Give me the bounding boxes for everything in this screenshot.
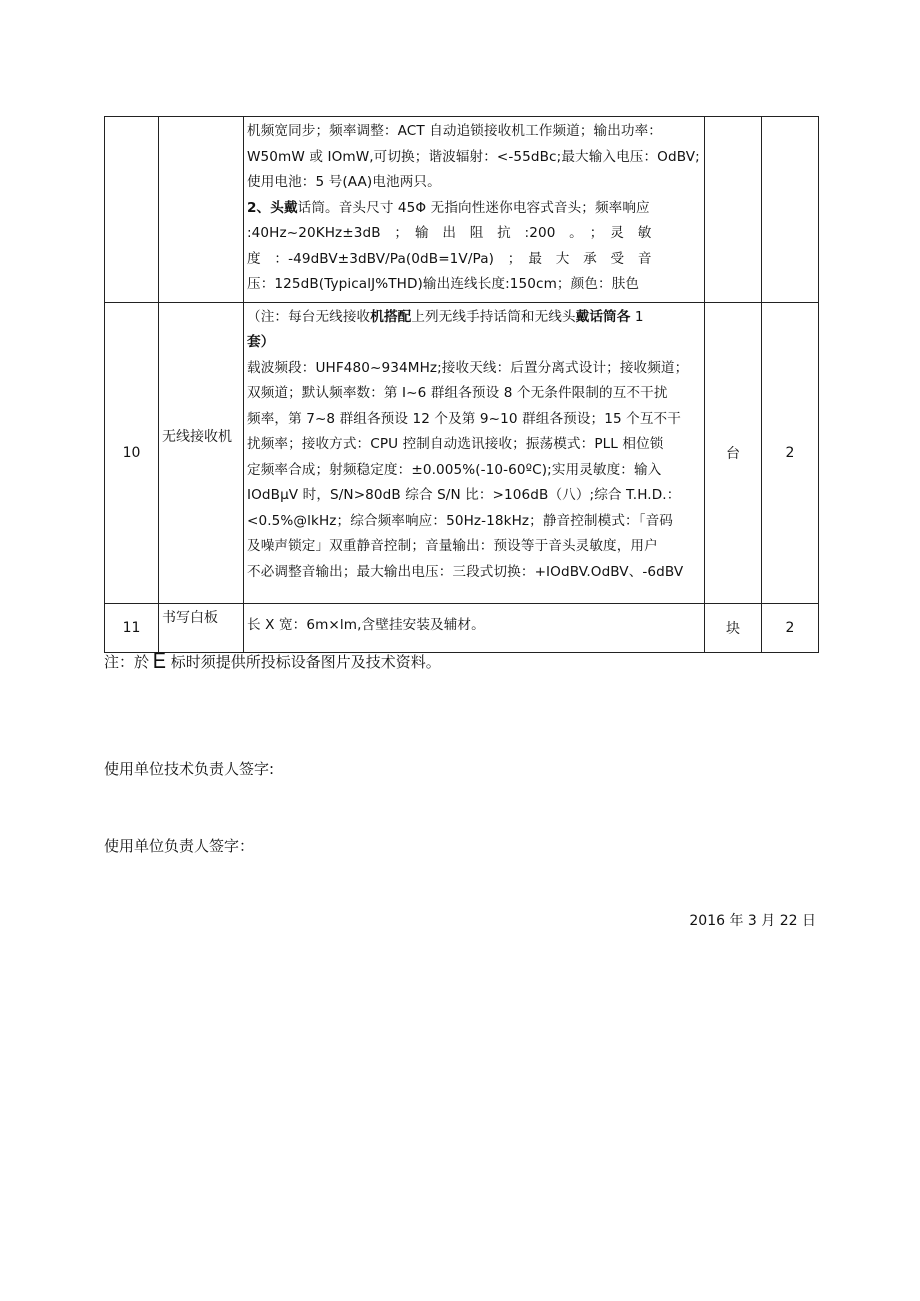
document-date: 2016 年 3 月 22 日 (689, 913, 816, 929)
item-name: 书写白板 (159, 603, 244, 652)
bid-note (104, 650, 441, 672)
spec-text: 上列无线手持话筒和无线头 (411, 308, 576, 325)
unit-cell (705, 117, 762, 303)
spec-text: 2、 (247, 199, 271, 216)
spec-line (247, 509, 702, 535)
spec-text: 戴话筒各 (575, 308, 631, 325)
table-row (105, 117, 819, 303)
table-row (105, 302, 819, 603)
spec-text: 话筒。音头尺寸 45Φ 无指向性迷你电容式音头；频率响应 (297, 199, 650, 216)
tech-lead-signature-label: 使用单位技术负责人签字: (104, 760, 275, 778)
spec-line (247, 196, 702, 222)
spec-text: IOdBμV 时，S/N>80dB 综合 S/N 比：>106dB（八）;综合 T.H.D.： (247, 487, 681, 503)
quantity-cell: 2 (762, 302, 819, 603)
spec-line (247, 356, 702, 382)
spec-text: 长 X 宽：6m×lm,含壁挂安装及辅材。 (247, 616, 485, 633)
spec-line (247, 272, 702, 298)
spec-line (247, 483, 702, 509)
spec-text: 载波频段：UHF480~934MHz;接收天线：后置分离式设计；接收频道； (247, 359, 689, 376)
note-prefix: 注：於 (104, 652, 150, 671)
spec-text: 机搭配 (370, 308, 412, 325)
spec-text: 扰频率；接收方式：CPU 控制自动选讯接收；振荡模式：PLL 相位锁 (247, 436, 664, 452)
spec-text: 头戴 (270, 199, 298, 216)
spec-text: 双频道；默认频率数：第 I~6 群组各预设 8 个无条件限制的互不干扰 (247, 385, 668, 401)
spec-text: 压：125dB(TypicalJ%THD)输出连线长度:150cm；颜色：肤色 (247, 276, 640, 292)
spec-line (247, 381, 702, 407)
spec-text: W50mW 或 IOmW,可切换；谐波辐射：<-55dBc;最大输入电压：OdBV; (247, 148, 700, 165)
spec-line (247, 247, 702, 273)
quantity-cell: 2 (762, 603, 819, 652)
note-glyph: E (152, 648, 166, 673)
item-name: 无线接收机 (159, 302, 244, 603)
spec-text: <0.5%@lkHz；综合频率响应：50Hz-18kHz；静音控制模式：「音码 (247, 512, 673, 529)
unit-cell: 块 (705, 603, 762, 652)
spec-cell (244, 302, 705, 603)
unit-cell: 台 (705, 302, 762, 603)
spec-line (247, 458, 702, 484)
spec-line (247, 560, 702, 586)
spec-text: 及噪声锁定」双重静音控制；音量输出：预设等于音头灵敏度，用户 (247, 538, 658, 554)
table-row (105, 603, 819, 652)
spec-text: 机频宽同步；频率调整：ACT 自动追锁接收机工作频道；输出功率： (247, 123, 662, 139)
row-number (105, 117, 159, 303)
unit-lead-signature-label: 使用单位负责人签字： (104, 837, 255, 855)
spec-text: 度 ：-49dBV±3dBV/Pa(0dB=1V/Pa) ； 最 大 承 受 音 (247, 250, 652, 267)
spec-cell (244, 117, 705, 303)
quantity-cell (762, 117, 819, 303)
spec-line (247, 613, 702, 639)
spec-line (247, 305, 702, 331)
spec-line (247, 221, 702, 247)
row-number: 11 (105, 603, 159, 652)
note-text: 标时须提供所投标设备图片及技术资料。 (170, 652, 441, 671)
spec-line (247, 145, 702, 171)
spec-text: 使用电池：5 号(AA)电池两只。 (247, 174, 441, 190)
spec-line (247, 119, 702, 145)
spec-text: 1 (630, 308, 644, 325)
spec-line (247, 170, 702, 196)
spec-cell (244, 603, 705, 652)
spec-text: 定频率合成；射频稳定度：±0.005%(-10-60ºC);实用灵敏度：输入 (247, 461, 662, 478)
spec-text: 频率，第 7~8 群组各预设 12 个及第 9~10 群组各预设；15 个互不干 (247, 410, 681, 427)
spec-text: 套） (247, 334, 275, 350)
spec-line (247, 407, 702, 433)
spec-text: :40Hz~20KHz±3dB ； 输 出 阻 抗 :200 。 ； 灵 敏 (247, 225, 652, 241)
item-name (159, 117, 244, 303)
spec-text: （注：每台无线接收 (247, 308, 371, 325)
row-number: 10 (105, 302, 159, 603)
spec-line (247, 534, 702, 560)
equipment-spec-table (104, 116, 819, 653)
spec-line (247, 330, 702, 356)
spec-text: 不必调整音输出；最大输出电压：三段式切换：+IOdBV.OdBV、-6dBV (247, 563, 684, 580)
spec-line (247, 432, 702, 458)
